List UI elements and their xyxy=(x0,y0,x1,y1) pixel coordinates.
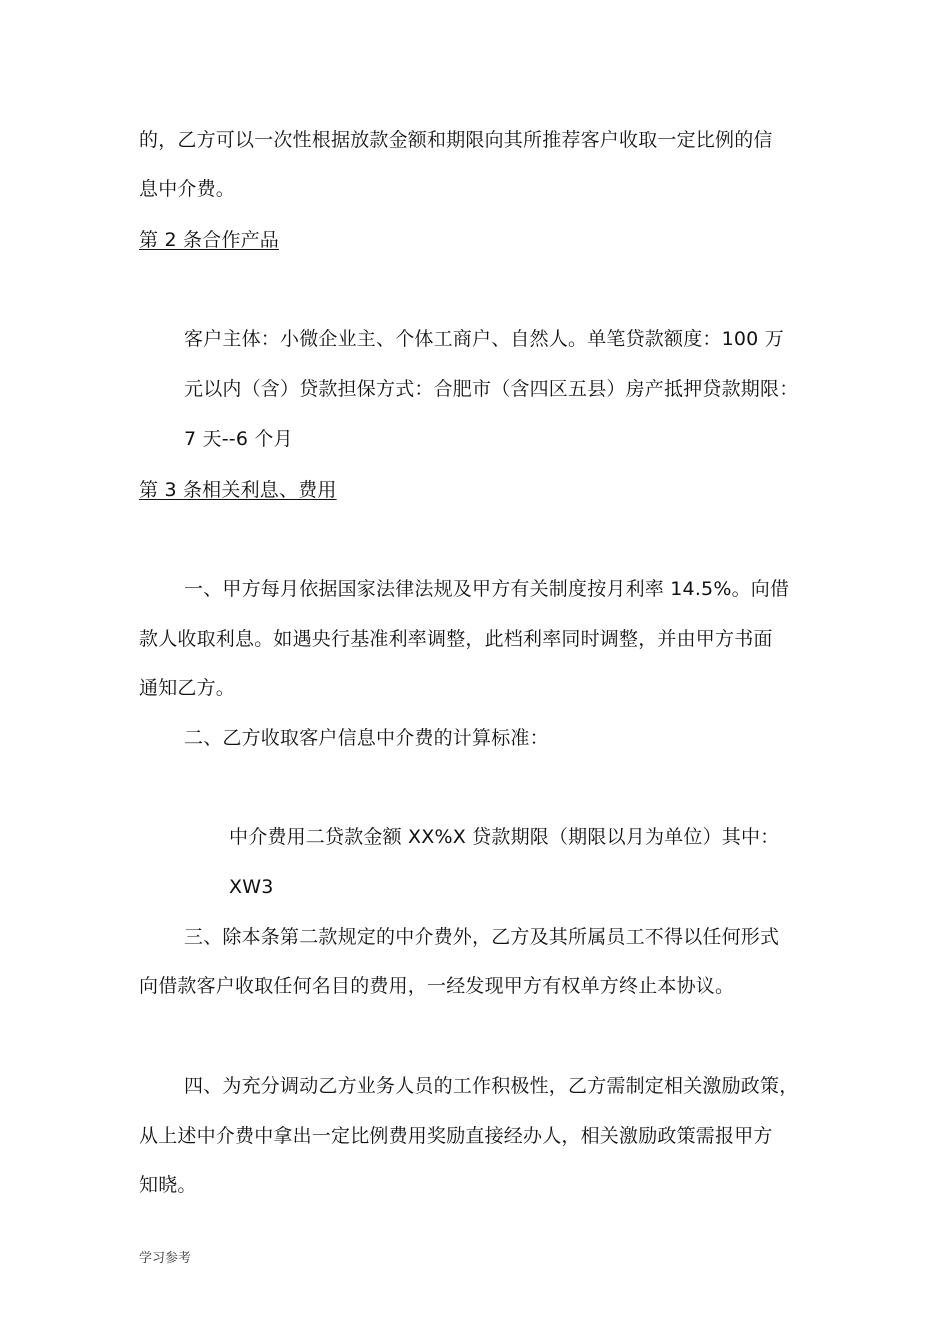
paragraph-line: 款人收取利息。如遇央行基准利率调整，此档利率同时调整，并由甲方书面 xyxy=(139,628,773,650)
paragraph-line: 二、乙方收取客户信息中介费的计算标准： xyxy=(184,727,549,749)
paragraph-line: 息中介费。 xyxy=(139,178,236,200)
paragraph-line: 的，乙方可以一次性根据放款金额和期限向其所推荐客户收取一定比例的信 xyxy=(139,129,773,151)
section-heading-3: 第 3 条相关利息、费用 xyxy=(139,479,337,501)
paragraph-line: 向借款客户收取任何名目的费用，一经发现甲方有权单方终止本协议。 xyxy=(139,975,735,997)
paragraph-line: 通知乙方。 xyxy=(139,677,236,699)
paragraph-line: 四、为充分调动乙方业务人员的工作积极性，乙方需制定相关激励政策， xyxy=(184,1075,799,1097)
section-heading-2: 第 2 条合作产品 xyxy=(139,229,279,251)
paragraph-line: 从上述中介费中拿出一定比例费用奖励直接经办人，相关激励政策需报甲方 xyxy=(139,1125,773,1147)
paragraph-line: 元以内（含）贷款担保方式：合肥市（含四区五县）房产抵押贷款期限： xyxy=(184,378,799,400)
page-footer: 学习参考 xyxy=(139,1251,192,1266)
formula-line: 中介费用二贷款金额 XX%X 贷款期限（期限以月为单位）其中： xyxy=(229,826,780,848)
paragraph-line: 7 天--6 个月 xyxy=(184,428,293,450)
paragraph-line: 一、甲方每月依据国家法律法规及甲方有关制度按月利率 14.5%。向借 xyxy=(184,578,790,600)
paragraph-line: 三、除本条第二款规定的中介费外，乙方及其所属员工不得以任何形式 xyxy=(184,926,780,948)
paragraph-line: 知晓。 xyxy=(139,1174,197,1196)
formula-line: XW3 xyxy=(229,876,274,898)
paragraph-line: 客户主体：小微企业主、个体工商户、自然人。单笔贷款额度：100 万 xyxy=(184,328,784,350)
